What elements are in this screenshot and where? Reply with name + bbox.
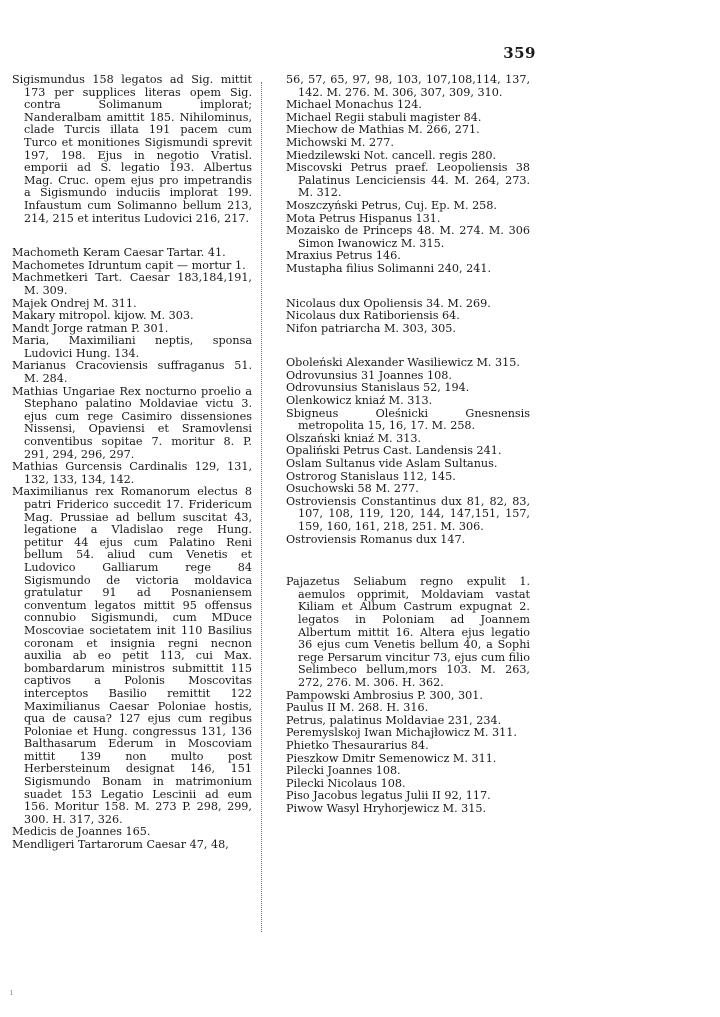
index-entry: Nifon patriarcha M. 303, 305. [286, 321, 456, 335]
index-entry: Michael Regii stabuli magister 84. [286, 110, 482, 124]
index-entry: Machometes Idruntum capit — mortur 1. [12, 258, 246, 272]
index-entry: Pieszkow Dmitr Semenowicz M. 311. [286, 751, 497, 765]
index-entry: Petrus, palatinus Moldaviae 231, 234. [286, 713, 502, 727]
index-entry: Pilecki Joannes 108. [286, 764, 401, 778]
index-entry: Miechow de Mathias M. 266, 271. [286, 123, 480, 137]
page-number: 359 [503, 44, 536, 62]
index-entry: Ostrorog Stanislaus 112, 145. [286, 469, 456, 483]
index-entry: Miedzilewski Not. cancell. regis 280. [286, 148, 497, 162]
stray-mark: ı [10, 988, 13, 998]
index-entry: Majek Ondrej M. 311. [12, 296, 137, 310]
index-entry: Mozaisko de Princeps 48. M. 274. M. 306 Simon Iwanowicz M. 315. [286, 224, 530, 250]
index-entry: Piwow Wasyl Hryhorjewicz M. 315. [286, 801, 487, 815]
index-entry: Odrovunsius 31 Joannes 108. [286, 368, 452, 382]
index-entry: Mathias Ungariae Rex nocturno proelio a Stephano palatino Moldaviae victu 3. ejus cum rege Casimiro dissensiones Nissensi, Opaviensi et Sramovlensi conventibus sopitae 7. moritur 8. P. 291, 294, 296, 297. [12, 384, 252, 461]
index-entry: Sigismundus 158 legatos ad Sig. mittit 173 per supplices literas opem Sig. contra Solimanum implorat; Nanderalbam amittit 185. Nihilominus, clade Turcis illata 191 pacem cum Turco et monitiones Sigismundi sprevit 197, 198. Ejus in negotio Vratisl. emporii ad S. legatio 193. Albertus Mag. Cruc. opem ejus pro impetrandis a Sigismundo induciis implorat 199. Infaustum cum Solimanno bellum 213, 214, 215 et interitus Ludovici 216, 217. [12, 73, 252, 225]
index-entry: Mustapha filius Solimanni 240, 241. [286, 261, 492, 275]
index-entry: Nicolaus dux Ratiboriensis 64. [286, 309, 460, 323]
index-entry: Maximilianus rex Romanorum electus 8 patri Friderico succedit 17. Fridericum Mag. Prussiae ad bellum suscitat 43, legatione a Vladislao rege Hung. petitur 44 ejus cum Palatino Reni bellum 54. aliud cum Venetis et Ludovico Galliarum rege 84 Sigismundo de victoria moldavica gratulatur 91 ad Posnaniensem conventum legatos mittit 95 offensus connubio Sigismundi, cum MDuce Moscoviae societatem init 110 Basilius coronam et insignia regni necnon auxilia ab eo petit 113, cui Max. bombardarum ministros submittit 115 captivos a Polonis Moscovitas interceptos Basilio remittit 122 Maximilianus Caesar Poloniae hostis, qua de causa? 127 ejus cum regibus Poloniae et Hung. congressus 131, 136 Balthasarum Ederum in Moscoviam mittit 139 non multo post Herbersteinum designat 146, 151 Sigismundo Bonam in matrimonium suadet 153 Legatio Lescinii ad eum 156. Moritur 158. M. 273 P. 298, 299, 300. H. 317, 326. [12, 485, 252, 826]
index-entry: Sbigneus Oleśnicki Gnesnensis metropolita 15, 16, 17. M. 258. [286, 406, 530, 433]
index-entry: Oboleński Alexander Wasiliewicz M. 315. [286, 356, 520, 370]
index-entry: Ostroviensis Romanus dux 147. [286, 532, 466, 546]
index-entry: Oslam Sultanus vide Aslam Sultanus. [286, 457, 498, 471]
index-entry: Olszański kniaź M. 313. [286, 431, 422, 445]
index-entry: Paulus II M. 268. H. 316. [286, 701, 429, 715]
index-entry: Peremyslskoj Iwan Michajłowicz M. 311. [286, 726, 517, 740]
index-entry: Medicis de Joannes 165. [12, 825, 151, 839]
index-entry: Odrovunsius Stanislaus 52, 194. [286, 381, 470, 395]
index-entry: Michael Monachus 124. [286, 98, 422, 112]
index-entry: Opaliński Petrus Cast. Landensis 241. [286, 444, 502, 458]
index-entry: Makary mitropol. kijow. M. 303. [12, 309, 194, 323]
index-entry: Michowski M. 277. [286, 135, 394, 149]
index-entry: Machometh Keram Caesar Tartar. 41. [12, 246, 226, 260]
index-entry: Moszczyński Petrus, Cuj. Ep. M. 258. [286, 198, 497, 212]
index-entry: 56, 57, 65, 97, 98, 103, 107,108,114, 137, 142. M. 276. M. 306, 307, 309, 310. [286, 73, 530, 99]
index-entry: Mathias Gurcensis Cardinalis 129, 131, 132, 133, 134, 142. [12, 460, 252, 486]
index-entry: Miscovski Petrus praef. Leopoliensis 38 Palatinus Lenciciensis 44. M. 264, 273. M. 312. [286, 161, 530, 200]
index-entry: Maria, Maximiliani neptis, sponsa Ludovici Hung. 134. [12, 334, 252, 360]
index-entry: Mendligeri Tartarorum Caesar 47, 48, [12, 838, 229, 852]
index-entry: Mandt Jorge ratman P. 301. [12, 321, 169, 335]
left-column [12, 74, 252, 852]
index-entry: Pajazetus Seliabum regno expulit 1. aemulos opprimit, Moldaviam vastat Kiliam et Album Castrum expugnat 2. legatos in Poloniam ad Joannem Albertum mittit 16. Altera ejus legatio 36 ejus cum Venetis bellum 40, a Sophi rege Persarum vincitur 73, ejus cum filio Selimbeco bellum,mors 103. M. 263, 272, 276. M. 306. H. 362. [286, 575, 530, 689]
index-entry: Ostroviensis Constantinus dux 81, 82, 83, 107, 108, 119, 120, 144, 147,151, 157, 159, 160, 161, 218, 251. M. 306. [286, 494, 530, 533]
index-entry: Osuchowski 58 M. 277. [286, 482, 419, 496]
index-entry: Mraxius Petrus 146. [286, 249, 401, 263]
divider [261, 82, 262, 932]
index-entry: Pilecki Nicolaus 108. [286, 776, 406, 790]
index-entry: Olenkowicz kniaź M. 313. [286, 394, 433, 408]
index-entry: Marianus Cracoviensis suffraganus 51. M. 284. [12, 359, 252, 386]
index-entry: Machmetkeri Tart. Caesar 183,184,191, M. 309. [12, 271, 252, 297]
right-column [286, 74, 530, 815]
index-entry: Pampowski Ambrosius P. 300, 301. [286, 688, 483, 702]
index-entry: Mota Petrus Hispanus 131. [286, 211, 441, 225]
index-entry: Nicolaus dux Opoliensis 34. M. 269. [286, 296, 491, 310]
index-entry: Phietko Thesaurarius 84. [286, 738, 429, 752]
index-entry: Piso Jacobus legatus Julii II 92, 117. [286, 789, 491, 803]
